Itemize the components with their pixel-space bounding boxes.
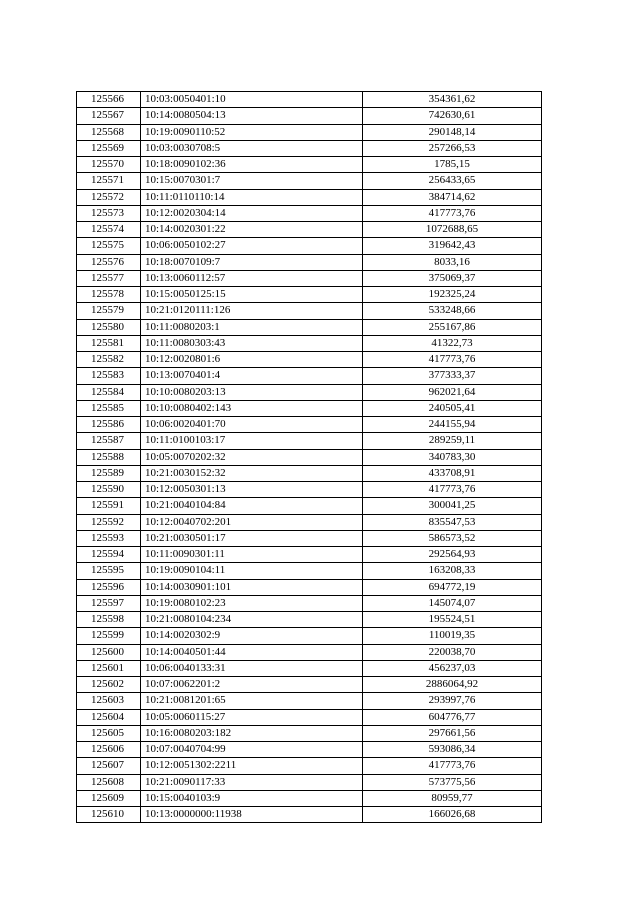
row-number: 125592	[77, 514, 141, 530]
cadastral-value: 255167,86	[363, 319, 542, 335]
cadastral-number: 10:18:0090102:36	[141, 157, 363, 173]
table-row	[77, 677, 542, 693]
table-row	[77, 514, 542, 530]
cadastral-number: 10:05:0070202:32	[141, 449, 363, 465]
table-row	[77, 205, 542, 221]
cadastral-value: 417773,76	[363, 205, 542, 221]
cadastral-number: 10:19:0090110:52	[141, 124, 363, 140]
row-number: 125576	[77, 254, 141, 270]
cadastral-value: 319642,43	[363, 238, 542, 254]
cadastral-number: 10:05:0060115:27	[141, 709, 363, 725]
cadastral-value: 835547,53	[363, 514, 542, 530]
cadastral-value: 41322,73	[363, 335, 542, 351]
row-number: 125604	[77, 709, 141, 725]
table-row	[77, 547, 542, 563]
cadastral-value: 533248,66	[363, 303, 542, 319]
cadastral-value: 417773,76	[363, 482, 542, 498]
cadastral-number: 10:10:0080402:143	[141, 400, 363, 416]
cadastral-number: 10:16:0080203:182	[141, 725, 363, 741]
table-row	[77, 140, 542, 156]
row-number: 125608	[77, 774, 141, 790]
row-number: 125597	[77, 595, 141, 611]
cadastral-value: 742630,61	[363, 108, 542, 124]
row-number: 125579	[77, 303, 141, 319]
row-number: 125575	[77, 238, 141, 254]
row-number: 125590	[77, 482, 141, 498]
cadastral-value: 377333,37	[363, 368, 542, 384]
row-number: 125602	[77, 677, 141, 693]
row-number: 125596	[77, 579, 141, 595]
table-row	[77, 742, 542, 758]
table-row	[77, 709, 542, 725]
table-row	[77, 563, 542, 579]
table-row	[77, 335, 542, 351]
table-row	[77, 465, 542, 481]
cadastral-number: 10:11:0080303:43	[141, 335, 363, 351]
cadastral-number: 10:12:0051302:2211	[141, 758, 363, 774]
row-number: 125603	[77, 693, 141, 709]
cadastral-number: 10:15:0040103:9	[141, 790, 363, 806]
cadastral-number: 10:21:0090117:33	[141, 774, 363, 790]
row-number: 125586	[77, 417, 141, 433]
row-number: 125584	[77, 384, 141, 400]
cadastral-value: 962021,64	[363, 384, 542, 400]
row-number: 125580	[77, 319, 141, 335]
cadastral-number: 10:21:0080104:234	[141, 612, 363, 628]
row-number: 125572	[77, 189, 141, 205]
cadastral-number: 10:19:0080102:23	[141, 595, 363, 611]
cadastral-value: 433708,91	[363, 465, 542, 481]
row-number: 125605	[77, 725, 141, 741]
cadastral-value: 163208,33	[363, 563, 542, 579]
row-number: 125593	[77, 530, 141, 546]
row-number: 125568	[77, 124, 141, 140]
table-row	[77, 612, 542, 628]
table-row	[77, 482, 542, 498]
cadastral-number: 10:14:0040501:44	[141, 644, 363, 660]
cadastral-value: 2886064,92	[363, 677, 542, 693]
cadastral-value: 300041,25	[363, 498, 542, 514]
cadastral-value: 456237,03	[363, 660, 542, 676]
cadastral-value: 192325,24	[363, 287, 542, 303]
row-number: 125571	[77, 173, 141, 189]
row-number: 125588	[77, 449, 141, 465]
row-number: 125566	[77, 92, 141, 108]
row-number: 125577	[77, 270, 141, 286]
cadastral-value: 195524,51	[363, 612, 542, 628]
cadastral-number: 10:13:0070401:4	[141, 368, 363, 384]
table-row	[77, 352, 542, 368]
cadastral-number: 10:13:0060112:57	[141, 270, 363, 286]
table-row	[77, 644, 542, 660]
row-number: 125583	[77, 368, 141, 384]
row-number: 125599	[77, 628, 141, 644]
cadastral-number: 10:14:0030901:101	[141, 579, 363, 595]
table-row	[77, 660, 542, 676]
row-number: 125607	[77, 758, 141, 774]
cadastral-value: 340783,30	[363, 449, 542, 465]
cadastral-number: 10:11:0110110:14	[141, 189, 363, 205]
row-number: 125573	[77, 205, 141, 221]
table-row	[77, 238, 542, 254]
cadastral-number: 10:12:0050301:13	[141, 482, 363, 498]
cadastral-value: 593086,34	[363, 742, 542, 758]
cadastral-value: 110019,35	[363, 628, 542, 644]
table-row	[77, 319, 542, 335]
table-row	[77, 498, 542, 514]
row-number: 125585	[77, 400, 141, 416]
table-row	[77, 108, 542, 124]
cadastral-number: 10:03:0030708:5	[141, 140, 363, 156]
row-number: 125595	[77, 563, 141, 579]
cadastral-value: 80959,77	[363, 790, 542, 806]
row-number: 125598	[77, 612, 141, 628]
cadastral-number: 10:14:0020302:9	[141, 628, 363, 644]
cadastral-number: 10:15:0070301:7	[141, 173, 363, 189]
cadastral-value: 257266,53	[363, 140, 542, 156]
cadastral-value: 145074,07	[363, 595, 542, 611]
cadastral-value: 417773,76	[363, 758, 542, 774]
row-number: 125589	[77, 465, 141, 481]
table-row	[77, 530, 542, 546]
table-row	[77, 384, 542, 400]
cadastral-value-table	[76, 91, 542, 823]
cadastral-value: 240505,41	[363, 400, 542, 416]
table-row	[77, 725, 542, 741]
row-number: 125609	[77, 790, 141, 806]
table-row	[77, 124, 542, 140]
cadastral-value: 417773,76	[363, 352, 542, 368]
cadastral-value: 290148,14	[363, 124, 542, 140]
cadastral-value: 244155,94	[363, 417, 542, 433]
cadastral-number: 10:07:0062201:2	[141, 677, 363, 693]
table-row	[77, 758, 542, 774]
row-number: 125601	[77, 660, 141, 676]
cadastral-value: 604776,77	[363, 709, 542, 725]
table-row	[77, 254, 542, 270]
cadastral-number: 10:13:0000000:11938	[141, 807, 363, 823]
table-row	[77, 807, 542, 823]
table-body	[77, 92, 542, 823]
cadastral-number: 10:03:0050401:10	[141, 92, 363, 108]
cadastral-value: 384714,62	[363, 189, 542, 205]
cadastral-value: 586573,52	[363, 530, 542, 546]
row-number: 125569	[77, 140, 141, 156]
table-row	[77, 790, 542, 806]
cadastral-number: 10:12:0040702:201	[141, 514, 363, 530]
cadastral-value: 256433,65	[363, 173, 542, 189]
table-row	[77, 368, 542, 384]
cadastral-value: 166026,68	[363, 807, 542, 823]
cadastral-value: 694772,19	[363, 579, 542, 595]
table-row	[77, 287, 542, 303]
row-number: 125594	[77, 547, 141, 563]
cadastral-value: 1785,15	[363, 157, 542, 173]
table-row	[77, 270, 542, 286]
table-row	[77, 774, 542, 790]
table-row	[77, 303, 542, 319]
row-number: 125610	[77, 807, 141, 823]
cadastral-value: 297661,56	[363, 725, 542, 741]
cadastral-number: 10:14:0020301:22	[141, 222, 363, 238]
cadastral-value: 8033,16	[363, 254, 542, 270]
table-row	[77, 157, 542, 173]
cadastral-number: 10:11:0100103:17	[141, 433, 363, 449]
table-row	[77, 579, 542, 595]
cadastral-value: 1072688,65	[363, 222, 542, 238]
table-row	[77, 189, 542, 205]
row-number: 125606	[77, 742, 141, 758]
table-row	[77, 595, 542, 611]
table-row	[77, 693, 542, 709]
row-number: 125570	[77, 157, 141, 173]
cadastral-value: 289259,11	[363, 433, 542, 449]
cadastral-value: 375069,37	[363, 270, 542, 286]
cadastral-number: 10:11:0090301:11	[141, 547, 363, 563]
table-row	[77, 173, 542, 189]
row-number: 125600	[77, 644, 141, 660]
row-number: 125591	[77, 498, 141, 514]
cadastral-number: 10:12:0020801:6	[141, 352, 363, 368]
cadastral-value: 220038,70	[363, 644, 542, 660]
cadastral-number: 10:07:0040704:99	[141, 742, 363, 758]
cadastral-number: 10:18:0070109:7	[141, 254, 363, 270]
cadastral-number: 10:21:0030152:32	[141, 465, 363, 481]
table-row	[77, 417, 542, 433]
cadastral-number: 10:10:0080203:13	[141, 384, 363, 400]
row-number: 125578	[77, 287, 141, 303]
cadastral-number: 10:21:0030501:17	[141, 530, 363, 546]
cadastral-number: 10:21:0040104:84	[141, 498, 363, 514]
cadastral-number: 10:06:0020401:70	[141, 417, 363, 433]
cadastral-value: 354361,62	[363, 92, 542, 108]
cadastral-number: 10:14:0080504:13	[141, 108, 363, 124]
cadastral-number: 10:19:0090104:11	[141, 563, 363, 579]
cadastral-number: 10:06:0050102:27	[141, 238, 363, 254]
row-number: 125582	[77, 352, 141, 368]
row-number: 125587	[77, 433, 141, 449]
table-row	[77, 449, 542, 465]
row-number: 125567	[77, 108, 141, 124]
table-row	[77, 433, 542, 449]
cadastral-value: 573775,56	[363, 774, 542, 790]
cadastral-number: 10:21:0120111:126	[141, 303, 363, 319]
cadastral-number: 10:21:0081201:65	[141, 693, 363, 709]
row-number: 125581	[77, 335, 141, 351]
table-row	[77, 400, 542, 416]
cadastral-number: 10:11:0080203:1	[141, 319, 363, 335]
cadastral-value: 293997,76	[363, 693, 542, 709]
cadastral-number: 10:06:0040133:31	[141, 660, 363, 676]
table-row	[77, 92, 542, 108]
table-row	[77, 222, 542, 238]
cadastral-number: 10:12:0020304:14	[141, 205, 363, 221]
cadastral-value: 292564,93	[363, 547, 542, 563]
table-row	[77, 628, 542, 644]
row-number: 125574	[77, 222, 141, 238]
cadastral-number: 10:15:0050125:15	[141, 287, 363, 303]
